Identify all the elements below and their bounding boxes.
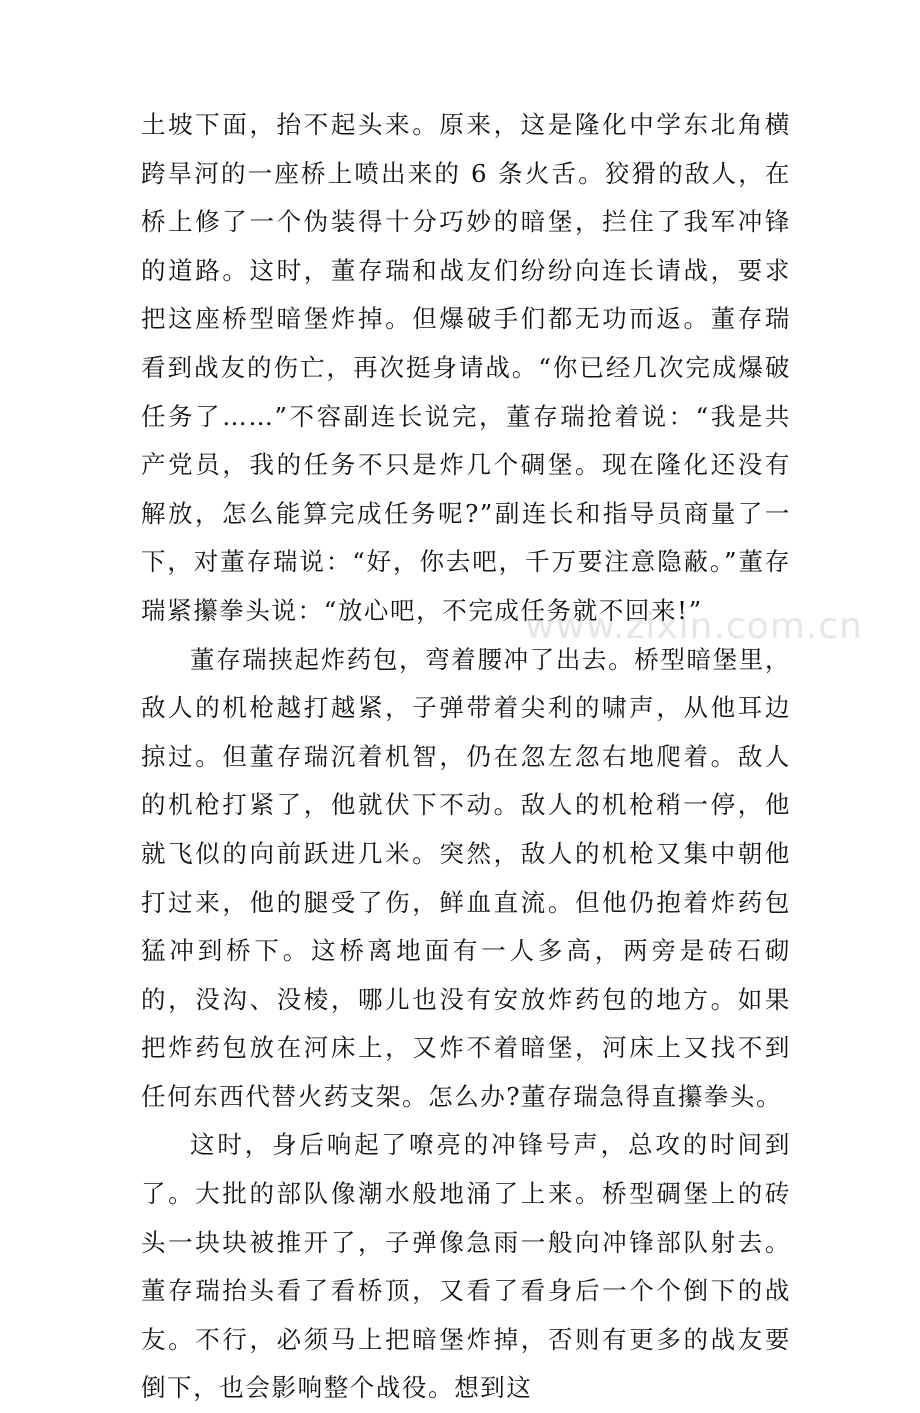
paragraph-3: 这时，身后响起了嘹亮的冲锋号声，总攻的时间到了。大批的部队像潮水般地涌了上来。桥型碉堡上的砖头一块块被推开了，子弹像急雨一般向冲锋部队射去。董存瑞抬头看了看桥顶，又看了看身后一个个倒下的战友。不行，必须马上把暗堡炸掉，否则有更多的战友要倒下，也会影响整个战役。想到这	[141, 1130, 791, 1403]
paragraph-1: 土坡下面，抬不起头来。原来，这是隆化中学东北角横跨旱河的一座桥上喷出来的 6 条火舌。狡猾的敌人，在桥上修了一个伪装得十分巧妙的暗堡，拦住了我军冲锋的道路。这时，董存瑞和战友们纷纷向连长请战，要求把这座桥型暗堡炸掉。但爆破手们都无功而返。董存瑞看到战友的伤亡，再次挺身请战。“你已经几次完成爆破任务了……”不容副连长说完，董存瑞抢着说：“我是共产党员，我的任务不只是炸几个碉堡。现在隆化还没有解放，怎么能算完成任务呢?”副连长和指导员商量了一下，对董存瑞说：“好，你去吧，千万要注意隐蔽。”董存瑞紧攥拳头说：“放心吧，不完成任务就不回来!”	[141, 110, 791, 625]
paragraph-2: 董存瑞挟起炸药包，弯着腰冲了出去。桥型暗堡里，敌人的机枪越打越紧，子弹带着尖利的啸声，从他耳边掠过。但董存瑞沉着机智，仍在忽左忽右地爬着。敌人的机枪打紧了，他就伏下不动。敌人的机枪稍一停，他就飞似的向前跃进几米。突然，敌人的机枪又集中朝他打过来，他的腿受了伤，鲜血直流。但他仍抱着炸药包猛冲到桥下。这桥离地面有一人多高，两旁是砖石砌的，没沟、没棱，哪儿也没有安放炸药包的地方。如果把炸药包放在河床上，又炸不着暗堡，河床上又找不到任何东西代替火药支架。怎么办?董存瑞急得直攥拳头。	[141, 644, 791, 1111]
watermark: www.zixin.com.cn	[525, 606, 863, 647]
body-text	[141, 101, 791, 1413]
